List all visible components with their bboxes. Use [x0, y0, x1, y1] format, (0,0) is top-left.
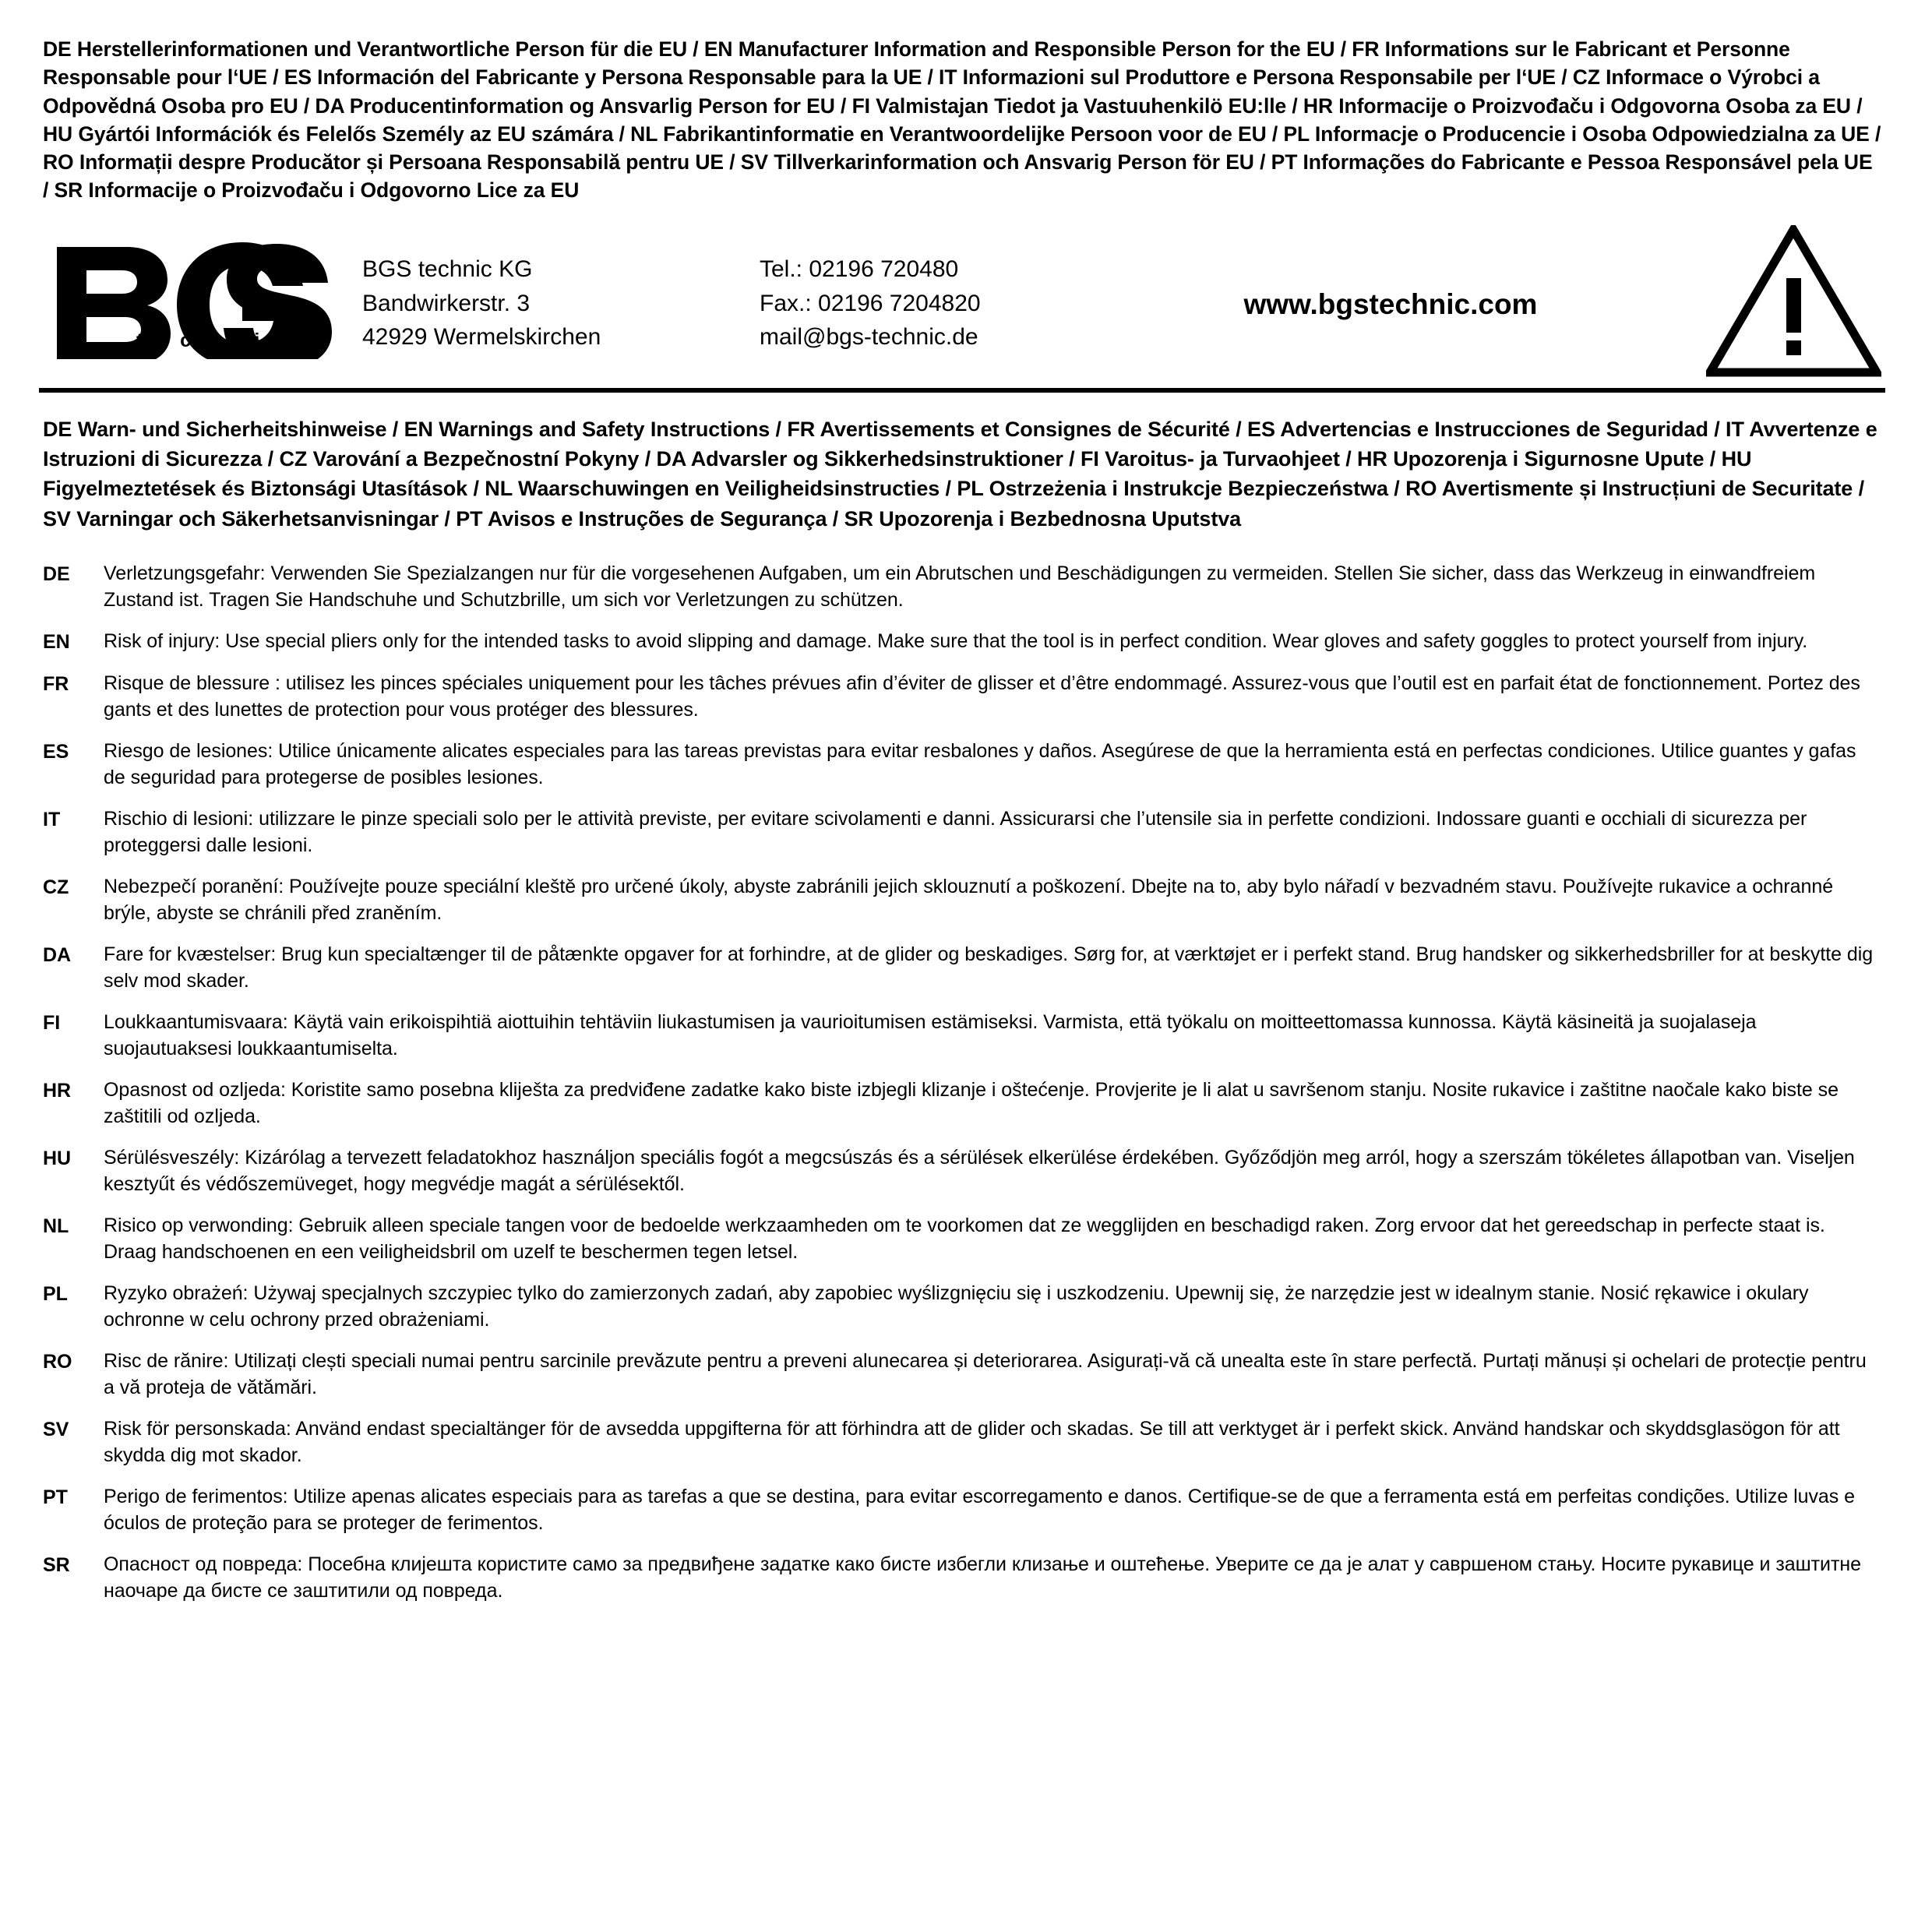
- instruction-text: Risk för personskada: Använd endast specialtänger för de avsedda uppgifterna för att förhindra att de glider och skadas. Se till att verktyget är i perfekt skick. Använd handskar och skyddsglasögon för att skydda dig mot skador.: [104, 1418, 1840, 1467]
- instruction-row-pl: [43, 1280, 1877, 1333]
- instruction-text: Loukkaantumisvaara: Käytä vain erikoispihtiä aiottuihin tehtäviin liukastumisen ja vaurioitumisen estämiseksi. Varmista, että työkalu on moitteettomassa kunnossa. Käytä käsineitä ja suojalaseja suojautuaksesi loukkaantumiselta.: [104, 1011, 1757, 1060]
- instruction-text: Riesgo de lesiones: Utilice únicamente alicates especiales para las tareas previstas para evitar resbalones y daños. Asegúrese de que la herramienta está en perfectas condiciones. Utilice guantes y gafas de seguridad para protegerse de posibles lesiones.: [104, 740, 1856, 789]
- bgs-logo-technic-text: t e c h n i c: [136, 330, 288, 352]
- language-code: RO: [43, 1351, 72, 1373]
- instruction-row-sv: [43, 1416, 1877, 1468]
- company-email[interactable]: mail@bgs-technic.de: [760, 324, 978, 351]
- instruction-text: Risque de blessure : utilisez les pinces spéciales uniquement pour les tâches prévues afin d’éviter de glisser et d’être endommagé. Assurez-vous que l’outil est en parfait état de fonctionnement. Portez des gants et des lunettes de protection pour vous protéger des blessures.: [104, 672, 1860, 721]
- instruction-row-pt: [43, 1483, 1877, 1536]
- company-fax: Fax.: 02196 7204820: [760, 290, 981, 316]
- instruction-row-it: [43, 806, 1877, 858]
- instruction-row-ro: [43, 1348, 1877, 1401]
- language-code: SR: [43, 1554, 70, 1577]
- warning-triangle-graphic: [1706, 225, 1881, 377]
- language-code: HU: [43, 1148, 72, 1170]
- instruction-list: [39, 560, 1885, 1604]
- language-code: IT: [43, 809, 61, 831]
- language-code: ES: [43, 741, 69, 763]
- instruction-text: Nebezpečí poranění: Používejte pouze speciální kleště pro určené úkoly, abyste zabránili jejich sklouznutí a poškození. Dbejte na to, aby bylo nářadí v bezvadném stavu. Používejte rukavice a ochranné brýle, abyste se chránili před zraněním.: [104, 876, 1834, 925]
- instruction-row-fi: [43, 1009, 1877, 1062]
- language-code: CZ: [43, 876, 69, 899]
- language-code: DE: [43, 563, 70, 586]
- instruction-row-hr: [43, 1077, 1877, 1130]
- language-code: HR: [43, 1080, 72, 1102]
- instruction-text: Rischio di lesioni: utilizzare le pinze speciali solo per le attività previste, per evitare scivolamenti e danni. Assicurarsi che l’utensile sia in perfette condizioni. Indossare guanti e occhiali di sicurezza per proteggersi dalle lesioni.: [104, 808, 1807, 857]
- instruction-text: Sérülésveszély: Kizárólag a tervezett feladatokhoz használjon speciális fogót a megcsúszás és a sérülések elkerülése érdekében. Győződjön meg arról, hogy a szerszám tökéletes állapotban van. Viseljen kesztyűt és védőszemüveget, hogy megvédje magát a sérülésektől.: [104, 1147, 1855, 1196]
- instruction-text: Ryzyko obrażeń: Używaj specjalnych szczypiec tylko do zamierzonych zadań, aby zapobiec wyślizgnięciu się i uszkodzeniu. Upewnij się, że narzędzie jest w idealnym stanie. Nosić rękawice i okulary ochronne w celu ochrony przed obrażeniami.: [104, 1282, 1809, 1331]
- company-telephone: Tel.: 02196 720480: [760, 256, 959, 283]
- instruction-text: Risk of injury: Use special pliers only for the intended tasks to avoid slipping and damage. Make sure that the tool is in perfect condition. Wear gloves and safety goggles to protect yourself from injury.: [104, 630, 1808, 653]
- instruction-text: Опасност од повреда: Посебна клијешта користите само за предвиђене задатке како бисте избегли клизање и оштећење. Уверите се да је алат у савршеном стању. Носите рукавице и заштитне наочаре да бисте се заштитили од повреда.: [104, 1553, 1861, 1602]
- language-code: DA: [43, 944, 72, 967]
- instruction-row-es: [43, 738, 1877, 791]
- company-city: 42929 Wermelskirchen: [362, 324, 601, 351]
- instruction-text: Risico op verwonding: Gebruik alleen speciale tangen voor de bedoelde werkzaamheden om te voorkomen dat ze wegglijden en beschadigd raken. Zorg ervoor dat het gereedschap in perfecte staat is. Draag handschoenen en een veiligheidsbril om uzelf te beschermen tegen letsel.: [104, 1215, 1825, 1264]
- instruction-row-hu: [43, 1144, 1877, 1197]
- language-code: FI: [43, 1012, 61, 1035]
- language-code: SV: [43, 1419, 69, 1441]
- company-info-band: [39, 225, 1885, 393]
- instruction-text: Fare for kvæstelser: Brug kun specialtænger til de påtænkte opgaver for at forhindre, at de glider og beskadiges. Sørg for, at værktøjet er i perfekt stand. Brug handsker og sikkerhedsbriller for at beskytte dig selv mod skader.: [104, 943, 1874, 992]
- instruction-row-sr: [43, 1551, 1877, 1604]
- instruction-row-en: [43, 628, 1877, 655]
- company-street: Bandwirkerstr. 3: [362, 290, 531, 316]
- instruction-text: Opasnost od ozljeda: Koristite samo posebna kliješta za predviđene zadatke kako biste izbjegli klizanje i oštećenje. Provjerite je li alat u savršenom stanju. Nosite rukavice i zaštitne naočale kako biste se zaštitili od ozljeda.: [104, 1079, 1839, 1128]
- instruction-text: Verletzungsgefahr: Verwenden Sie Spezialzangen nur für die vorgesehenen Aufgaben, um ein Abrutschen und Beschädigungen zu vermeiden. Stellen Sie sicher, dass das Werkzeug in einwandfreiem Zustand ist. Tragen Sie Handschuhe und Schutzbrille, um sich vor Verletzungen zu schützen.: [104, 562, 1816, 612]
- manufacturer-info-heading: DE Herstellerinformationen und Verantwortliche Person für die EU / EN Manufacturer Information and Responsible Person for the EU / FR Informations sur le Fabricant et Personne Responsable pour l‘UE / ES Información del Fabricante y Persona Responsable para la UE / IT Informazioni sul Produttore e Persona Responsabile per l‘UE / CZ Informace o Výrobci a Odpovědná Osoba pro EU / DA Producentinformation og Ansvarlig Person for EU / FI Valmistajan Tiedot ja Vastuuhenkilö EU:lle / HR Informacije o Proizvođaču i Odgovorna Osoba za EU / HU Gyártói Információk és Felelős Személy az EU számára / NL Fabrikantinformatie en Verantwoordelijke Persoon voor de EU / PL Informacje o Producencie i Osoba Odpowiedzialna za UE / RO Informații despre Producător și Persoana Responsabilă pentru UE / SV Tillverkarinformation och Ansvarig Person för EU / PT Informações do Fabricante e Pessoa Responsável pela UE / SR Informacije o Proizvođaču i Odgovorno Lice za EU: [43, 37, 1881, 203]
- company-name: BGS technic KG: [362, 256, 533, 283]
- instruction-row-de: [43, 560, 1877, 613]
- safety-instructions-heading: DE Warn- und Sicherheitshinweise / EN Warnings and Safety Instructions / FR Avertissements et Consignes de Sécurité / ES Advertencias e Instrucciones de Seguridad / IT Avvertenze e Istruzioni di Sicurezza / CZ Varování a Bezpečnostní Pokyny / DA Advarsler og Sikkerhedsinstruktioner / FI Varoitus- ja Turvaohjeet / HR Upozorenja i Sigurnosne Upute / HU Figyelmeztetések és Biztonsági Utasítások / NL Waarschuwingen en Veiligheidsinstructies / PL Ostrzeżenia i Instrukcje Bezpieczeństwa / RO Avertismente și Instrucțiuni de Securitate / SV Varningar och Säkerhetsanvisningar / PT Avisos e Instruções de Segurança / SR Upozorenja i Bezbednosna Uputstva: [43, 417, 1877, 531]
- bgs-logo-registered-mark: ®: [286, 247, 301, 271]
- company-website[interactable]: www.bgstechnic.com: [1243, 288, 1538, 321]
- warning-triangle-icon: [1687, 225, 1881, 377]
- instruction-text: Risc de rănire: Utilizați clești speciali numai pentru sarcinile prevăzute pentru a preveni alunecarea și deteriorarea. Asigurați-vă că unealta este în stare perfectă. Purtați mănuși și ochelari de protecție pentru a vă proteja de vătămări.: [104, 1350, 1867, 1399]
- instruction-row-nl: [43, 1212, 1877, 1265]
- instruction-row-cz: [43, 873, 1877, 926]
- instruction-text: Perigo de ferimentos: Utilize apenas alicates especiais para as tarefas a que se destina, para evitar escorregamento e danos. Certifique-se de que a ferramenta está em perfeitas condições. Utilize luvas e óculos de proteção para se proteger de ferimentos.: [104, 1486, 1855, 1535]
- bgs-logo: [43, 242, 362, 359]
- language-code: PL: [43, 1283, 68, 1306]
- language-code: PT: [43, 1486, 68, 1509]
- language-code: FR: [43, 673, 69, 696]
- instruction-row-fr: [43, 670, 1877, 723]
- language-code: EN: [43, 631, 70, 654]
- instruction-row-da: [43, 941, 1877, 994]
- language-code: NL: [43, 1215, 69, 1238]
- company-contact: [760, 248, 1095, 354]
- company-address: [362, 248, 760, 354]
